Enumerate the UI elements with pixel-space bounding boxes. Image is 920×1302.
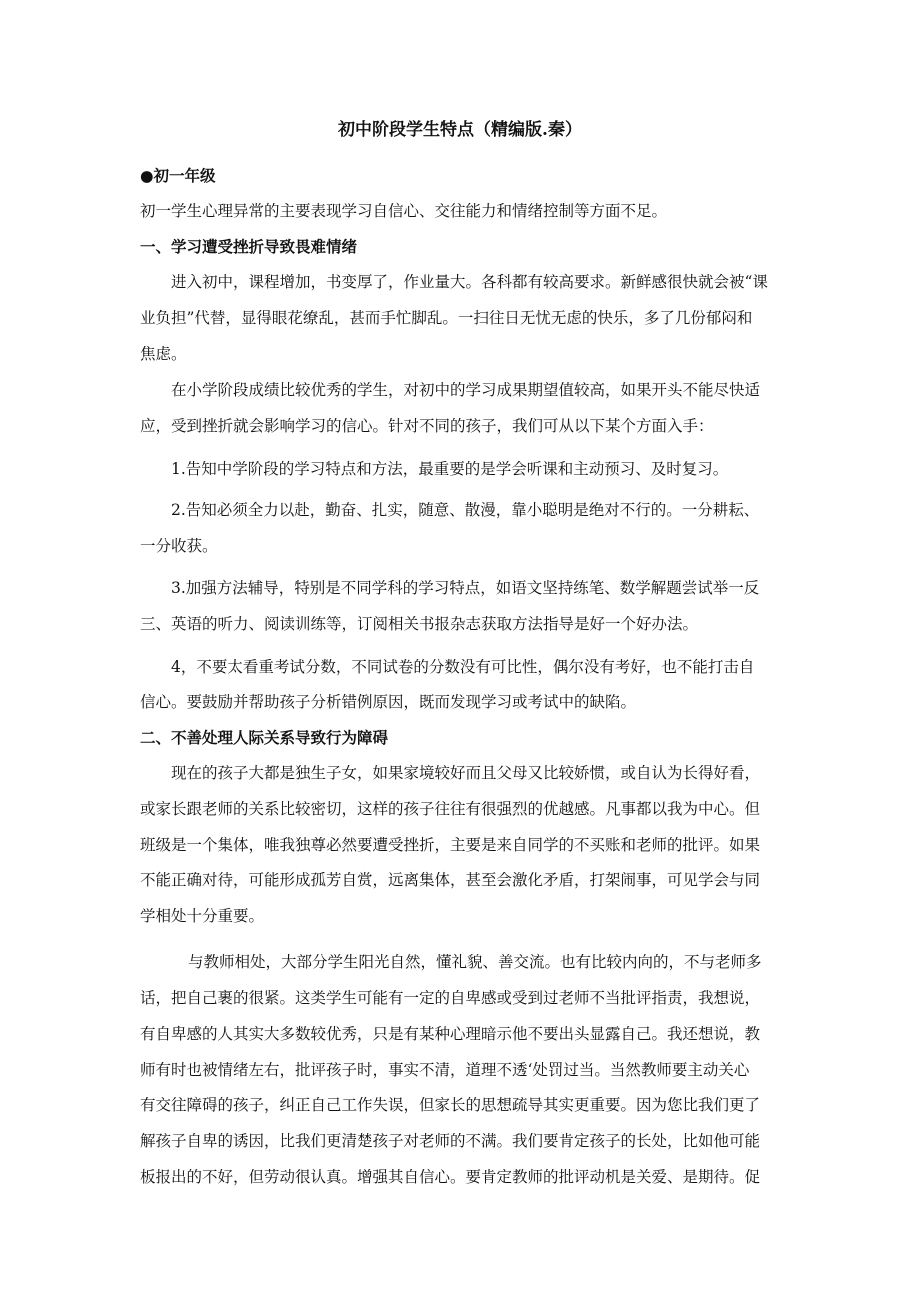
paragraph-line: 板报出的不好，但劳动很认真。增强其自信心。要肯定教师的批评动机是关爱、是期待。促 [140,1168,761,1186]
intro-paragraph: 初一学生心理异常的主要表现学习自信心、交往能力和情绪控制等方面不足。 [140,202,668,220]
paragraph-line: 与教师相处，大部分学生阳光自然，懂礼貌、善交流。也有比较内向的，不与老师多 [188,953,762,971]
list-item-4-cont: 信心。要鼓励并帮助孩子分析错例原因，既而发现学习或考试中的缺陷。 [140,693,637,711]
paragraph-line: 不能正确对待，可能形成孤芳自赏，远离集体，甚至会激化矛盾，打架闹事，可见学会与同 [140,871,761,889]
paragraph-line: 师有时也被情绪左右，批评孩子时，事实不清，道理不透‘处罚过当。当然教师要主动关心 [140,1061,750,1079]
heading-learning-frustration: 一、学习遭受挫折导致畏难情绪 [140,237,358,256]
heading-interpersonal: 二、不善处理人际关系导致行为障碍 [140,728,389,747]
paragraph-line: 应，受到挫折就会影响学习的信心。针对不同的孩子，我们可从以下某个方面入手： [140,417,714,435]
list-item-4: 4，不要太看重考试分数，不同试卷的分数没有可比性，偶尔没有考好，也不能打击自 [171,658,755,676]
list-item-3-cont: 三、英语的听力、阅读训练等，订阅相关书报杂志获取方法指导是好一个好办法。 [140,615,699,633]
paragraph-line: 班级是一个集体，唯我独尊必然要遭受挫折，主要是来自同学的不买账和老师的批评。如果 [140,836,761,854]
paragraph-line: 学相处十分重要。 [140,907,265,925]
section-heading-grade-one: ●初一年级 [140,166,216,185]
list-item-1: 1.告知中学阶段的学习特点和方法，最重要的是学会听课和主动预习、及时复习。 [171,460,729,478]
paragraph-line: 话，把自己裹的很紧。这类学生可能有一定的自卑感或受到过老师不当批评指责，我想说， [140,989,761,1007]
paragraph-line: 业负担”代替，显得眼花缭乱，甚而手忙脚乱。一扫往日无忧无虑的快乐，多了几份郁闷和 [140,309,753,327]
paragraph-line: 现在的孩子大都是独生子女，如果家境较好而且父母又比较娇惯，或自认为长得好看， [171,764,761,782]
paragraph-line: 有交往障碍的孩子，纠正自己工作失误，但家长的思想疏导其实更重要。因为您比我们更了 [140,1096,761,1114]
paragraph-line: 或家长跟老师的关系比较密切，这样的孩子往往有很强烈的优越感。凡事都以我为中心。但 [140,800,761,818]
paragraph-line: 在小学阶段成绩比较优秀的学生，对初中的学习成果期望值较高，如果开头不能尽快适 [171,381,761,399]
document-title: 初中阶段学生特点（精编版.秦） [338,120,582,140]
paragraph-line: 进入初中，课程增加，书变厚了，作业量大。各科都有较高要求。新鲜感很快就会被“课 [171,273,768,291]
list-item-2: 2.告知必须全力以赴，勤奋、扎实，随意、散漫，靠小聪明是绝对不行的。一分耕耘、 [171,501,760,519]
paragraph-line: 焦虑。 [140,345,187,363]
list-item-3: 3.加强方法辅导，特别是不同学科的学习特点，如语文坚持练笔、数学解题尝试举一反 [171,579,760,597]
list-item-2-cont: 一分收获。 [140,537,218,555]
paragraph-line: 解孩子自卑的诱因，比我们更清楚孩子对老师的不满。我们要肯定孩子的长处，比如他可能 [140,1132,761,1150]
paragraph-line: 有自卑感的人其实大多数较优秀，只是有某种心理暗示他不要出头显露自己。我还想说，教 [140,1025,761,1043]
